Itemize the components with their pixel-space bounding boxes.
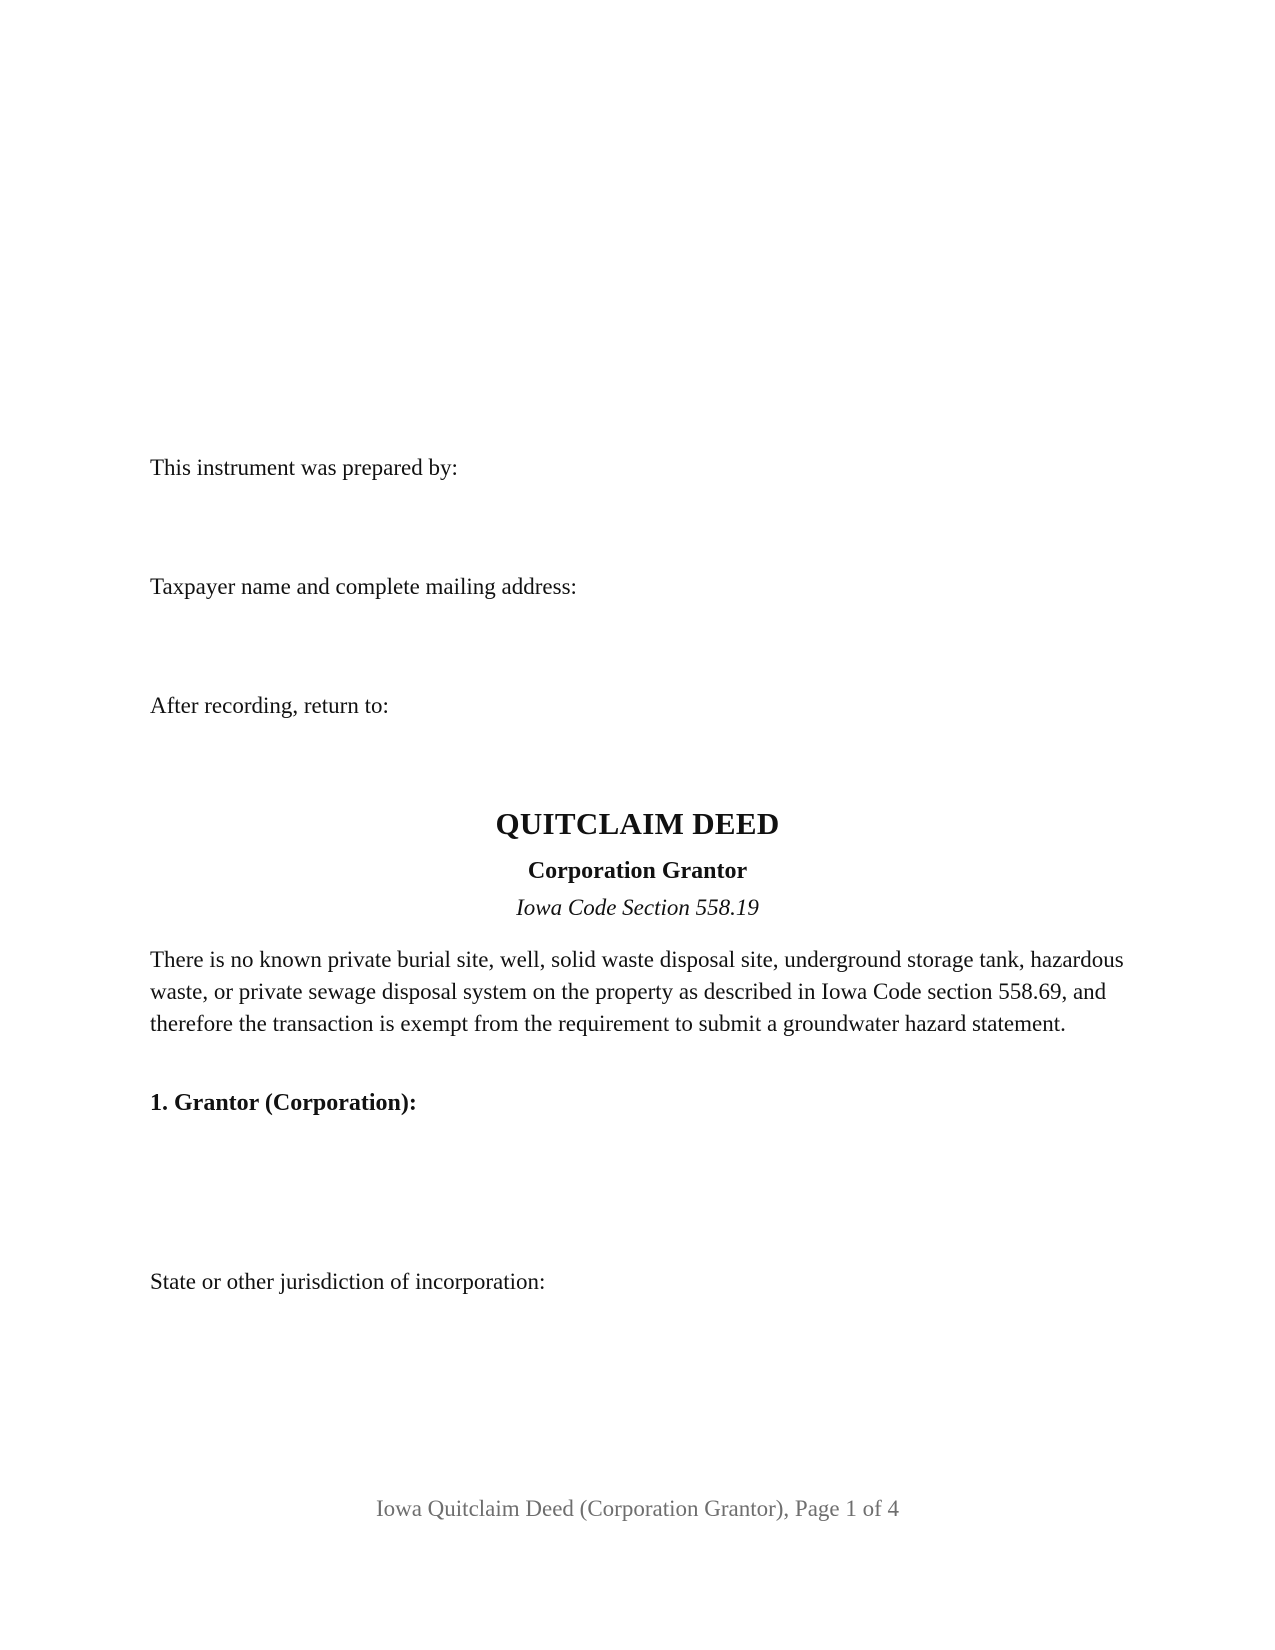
taxpayer-address-label: Taxpayer name and complete mailing address: <box>150 574 577 599</box>
groundwater-exemption-paragraph: There is no known private burial site, well, solid waste disposal site, underground storage tank, hazardous waste, or private sewage disposal system on the property as described in Iowa Code section 558.69, and therefore the transaction is exempt from the requirement to submit a groundwater hazard statement. <box>150 947 1124 1036</box>
prepared-by-label: This instrument was prepared by: <box>150 455 458 480</box>
page-footer: Iowa Quitclaim Deed (Corporation Grantor), Page 1 of 4 <box>375 1496 900 1521</box>
grantor-section-heading: 1. Grantor (Corporation): <box>150 1090 417 1116</box>
document-title: QUITCLAIM DEED <box>495 806 780 841</box>
return-to-label: After recording, return to: <box>150 693 389 718</box>
statute-reference: Iowa Code Section 558.19 <box>516 895 759 920</box>
jurisdiction-label: State or other jurisdiction of incorporation: <box>150 1269 546 1294</box>
document-subtitle: Corporation Grantor <box>527 858 748 884</box>
